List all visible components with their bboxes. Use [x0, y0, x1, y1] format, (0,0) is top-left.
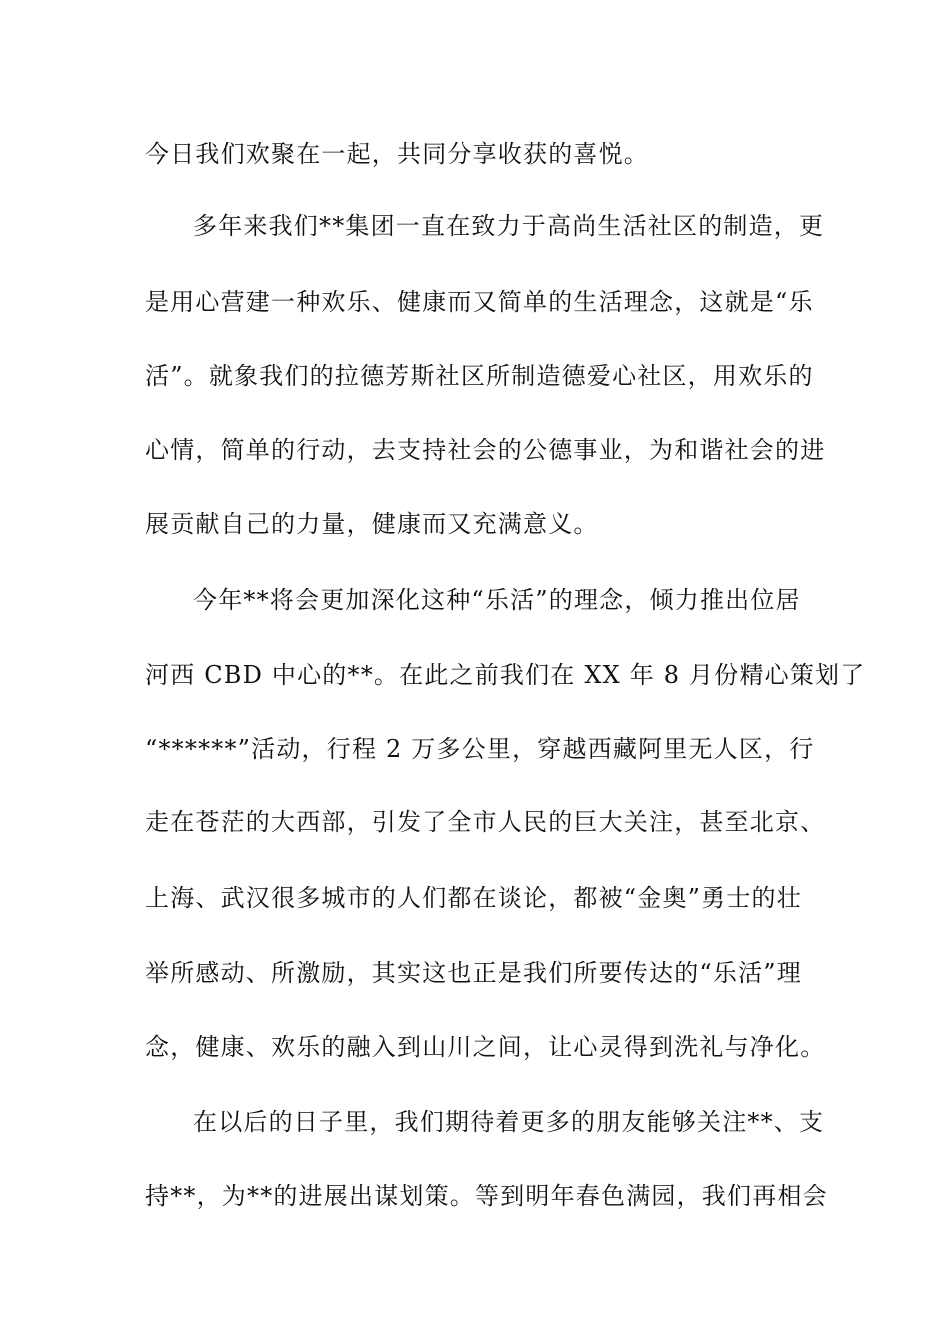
- text-line: 河西 CBD 中心的**。在此之前我们在 XX 年 8 月份精心策划了: [145, 661, 866, 689]
- text-line: 举所感动、所激励，其实这也正是我们所要传达的“乐活”理: [145, 959, 802, 987]
- text-line: 心情，简单的行动，去支持社会的公德事业，为和谐社会的进: [145, 436, 826, 464]
- text-line: 活”。就象我们的拉德芳斯社区所制造德爱心社区，用欢乐的: [145, 362, 814, 390]
- text-line: 走在苍茫的大西部，引发了全市人民的巨大关注，甚至北京、: [145, 808, 826, 836]
- text-line: “******”活动，行程 2 万多公里，穿越西藏阿里无人区，行: [145, 735, 815, 763]
- text-line: 展贡献自己的力量，健康而又充满意义。: [145, 510, 599, 538]
- text-line: 今日我们欢聚在一起，共同分享收获的喜悦。: [145, 140, 649, 168]
- text-line: 是用心营建一种欢乐、健康而又简单的生活理念，这就是“乐: [145, 288, 814, 316]
- text-line: 今年**将会更加深化这种“乐活”的理念，倾力推出位居: [193, 586, 801, 614]
- text-line: 念，健康、欢乐的融入到山川之间，让心灵得到洗礼与净化。: [145, 1033, 826, 1061]
- text-line: 在以后的日子里，我们期待着更多的朋友能够关注**、支: [193, 1108, 825, 1136]
- text-line: 上海、武汉很多城市的人们都在谈论，都被“金奥”勇士的壮: [145, 884, 802, 912]
- text-line: 多年来我们**集团一直在致力于高尚生活社区的制造，更: [193, 212, 825, 240]
- text-line: 持**，为**的进展出谋划策。等到明年春色满园，我们再相会: [145, 1182, 828, 1210]
